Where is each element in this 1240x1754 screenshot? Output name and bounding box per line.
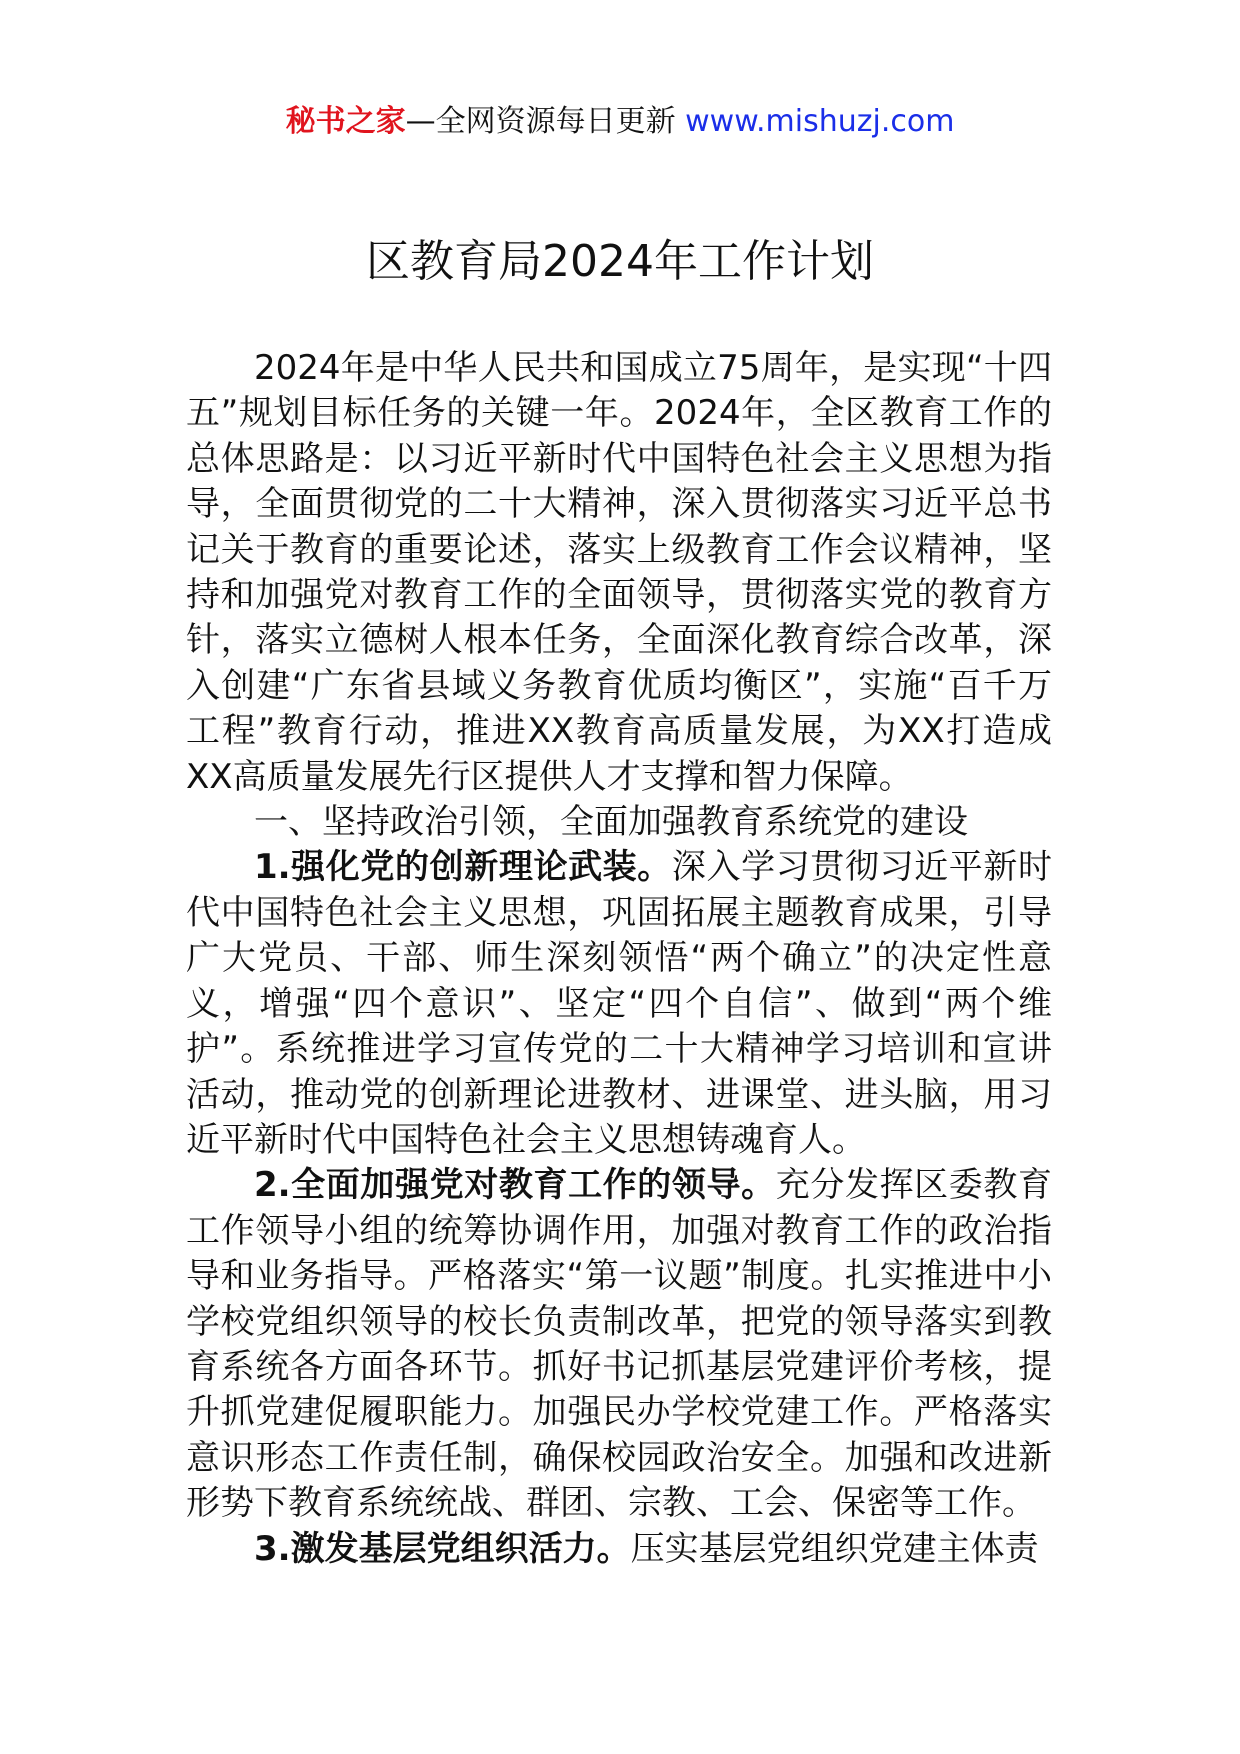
site-header <box>0 102 1240 142</box>
document-body <box>186 346 1052 1572</box>
document-title: 区教育局2024年工作计划 <box>366 236 874 287</box>
site-url-link[interactable]: www.mishuzj.com <box>685 104 955 139</box>
section-heading: 一、坚持政治引领，全面加强教育系统党的建设 <box>254 802 968 843</box>
list-item <box>186 845 1052 1163</box>
item-text: 压实基层党组织党建主体责 <box>630 1528 1039 1569</box>
intro-paragraph: 2024年是中华人民共和国成立75周年，是实现“十四五”规划目标任务的关键一年。2024年，全区教育工作的总体思路是：以习近平新时代中国特色社会主义思想为指导，全面贯彻党的二十大精神，深入贯彻落实习近平总书记关于教育的重要论述，落实上级教育工作会议精神，坚持和加强党对教育工作的全面领导，贯彻落实党的教育方针，落实立德树人根本任务，全面深化教育综合改革，深入创建“广东省县域义务教育优质均衡区”，实施“百千万工程”教育行动，推进XX教育高质量发展，为XX打造成XX高质量发展先行区提供人才支撑和智力保障。 <box>186 348 1052 797</box>
list-item <box>186 1527 1052 1572</box>
item-title: 3.激发基层党组织活力。 <box>254 1528 631 1569</box>
list-item <box>186 1163 1052 1526</box>
item-text: 深入学习贯彻习近平新时代中国特色社会主义思想，巩固拓展主题教育成果，引导广大党员、干部、师生深刻领悟“两个确立”的决定性意义，增强“四个意识”、坚定“四个自信”、做到“两个维护”。系统推进学习宣传党的二十大精神学习培训和宣讲活动，推动党的创新理论进教材、进课堂、进头脑，用习近平新时代中国特色社会主义思想铸魂育人。 <box>186 847 1053 1160</box>
brand-name: 秘书之家 <box>285 104 406 139</box>
item-text: 充分发挥区委教育工作领导小组的统筹协调作用，加强对教育工作的政治指导和业务指导。严格落实“第一议题”制度。扎实推进中小学校党组织领导的校长负责制改革，把党的领导落实到教育系统各方面各环节。抓好书记抓基层党建评价考核，提升抓党建促履职能力。加强民办学校党建工作。严格落实意识形态工作责任制，确保校园政治安全。加强和改进新形势下教育系统统战、群团、宗教、工会、保密等工作。 <box>186 1165 1053 1524</box>
item-title: 1.强化党的创新理论武装。 <box>254 847 672 888</box>
item-title: 2.全面加强党对教育工作的领导。 <box>254 1165 776 1206</box>
header-tagline: —全网资源每日更新 <box>405 104 686 139</box>
